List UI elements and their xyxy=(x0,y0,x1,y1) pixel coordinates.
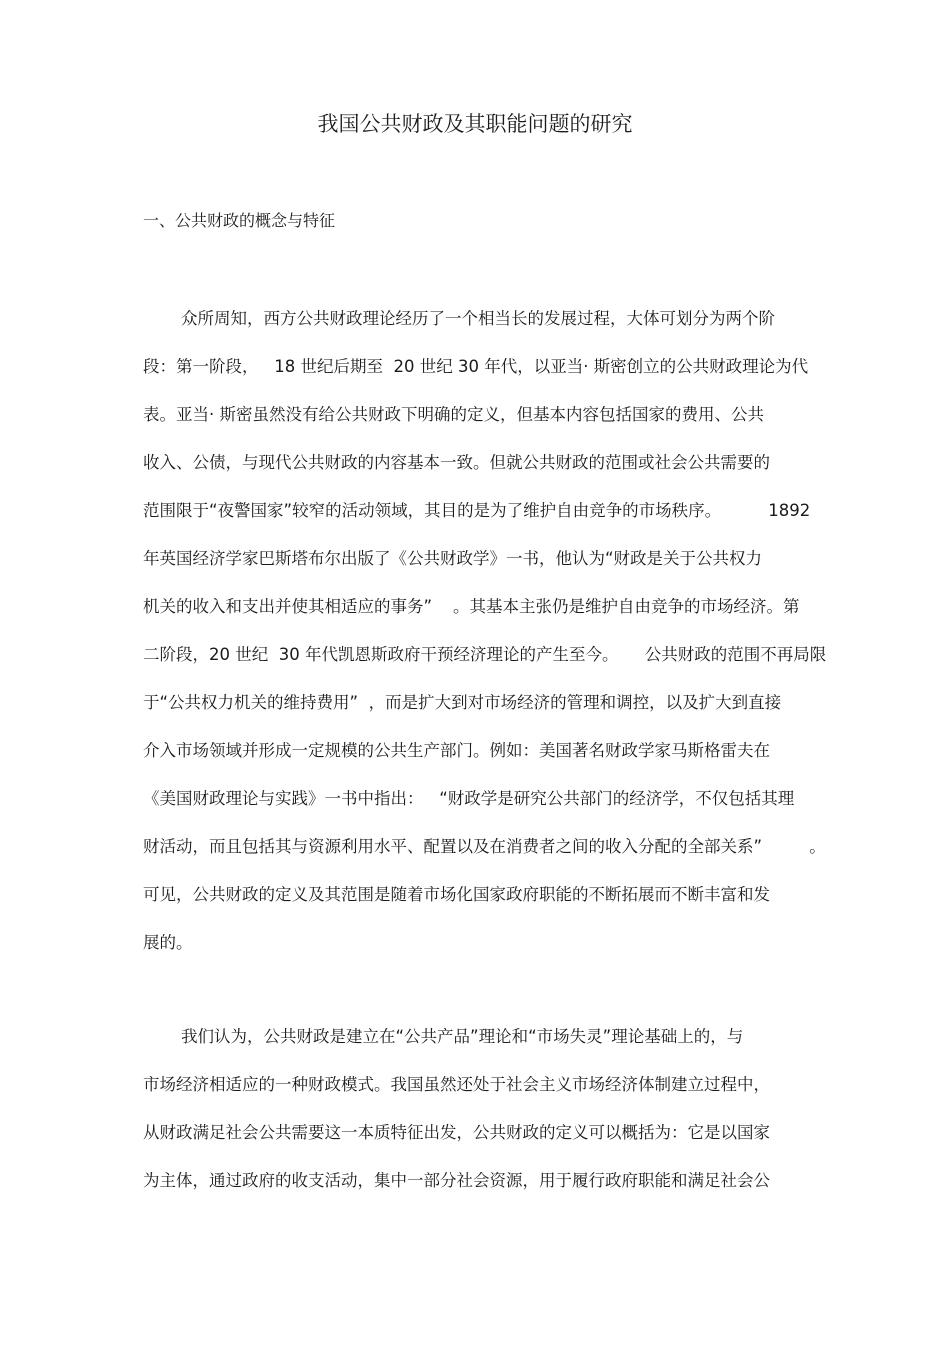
paragraph-line: 收入、公债，与现代公共财政的内容基本一致。但就公共财政的范围或社会公共需要的 xyxy=(143,453,770,472)
paragraph-line: 表。亚当· 斯密虽然没有给公共财政下明确的定义，但基本内容包括国家的费用、公共 xyxy=(143,405,764,424)
paragraph-line: 《美国财政理论与实践》一书中指出： “财政学是研究公共部门的经济学，不仅包括其理 xyxy=(143,789,795,808)
paragraph-line: 段：第一阶段， 18 世纪后期至 20 世纪 30 年代，以亚当· 斯密创立的公共财政理论为代 xyxy=(143,357,809,376)
paragraph-line: 从财政满足社会公共需要这一本质特征出发，公共财政的定义可以概括为：它是以国家 xyxy=(143,1123,770,1142)
paragraph-line: 于“公共权力机关的维持费用” ，而是扩大到对市场经济的管理和调控，以及扩大到直接 xyxy=(143,693,782,712)
document-title: 我国公共财政及其职能问题的研究 xyxy=(317,112,633,136)
section-heading: 一、公共财政的概念与特征 xyxy=(143,211,336,230)
paragraph-line: 可见，公共财政的定义及其范围是随着市场化国家政府职能的不断拓展而不断丰富和发 xyxy=(143,885,770,904)
paragraph-line: 市场经济相适应的一种财政模式。我国虽然还处于社会主义市场经济体制建立过程中， xyxy=(143,1075,770,1094)
paragraph-line: 为主体，通过政府的收支活动，集中一部分社会资源，用于履行政府职能和满足社会公 xyxy=(143,1171,770,1190)
paragraph-line: 范围限于“夜警国家”较窄的活动领域，其目的是为了维护自由竞争的市场秩序。 1892 xyxy=(143,501,811,520)
paragraph-line: 介入市场领域并形成一定规模的公共生产部门。例如：美国著名财政学家马斯格雷夫在 xyxy=(143,741,770,760)
paragraph-line: 众所周知，西方公共财政理论经历了一个相当长的发展过程，大体可划分为两个阶 xyxy=(181,309,775,328)
paragraph-line: 财活动，而且包括其与资源利用水平、配置以及在消费者之间的收入分配的全部关系” 。 xyxy=(143,837,826,856)
paragraph-line: 二阶段，20 世纪 30 年代凯恩斯政府干预经济理论的产生至今。 公共财政的范围不再局限 xyxy=(143,645,827,664)
paragraph-line: 年英国经济学家巴斯塔布尔出版了《公共财政学》一书，他认为“财政是关于公共权力 xyxy=(143,549,763,568)
paragraph-line: 展的。 xyxy=(143,933,193,952)
paragraph-line: 我们认为，公共财政是建立在“公共产品”理论和“市场失灵”理论基础上的，与 xyxy=(181,1027,744,1046)
paragraph-line: 机关的收入和支出并使其相适应的事务” 。其基本主张仍是维护自由竞争的市场经济。第 xyxy=(143,597,800,616)
